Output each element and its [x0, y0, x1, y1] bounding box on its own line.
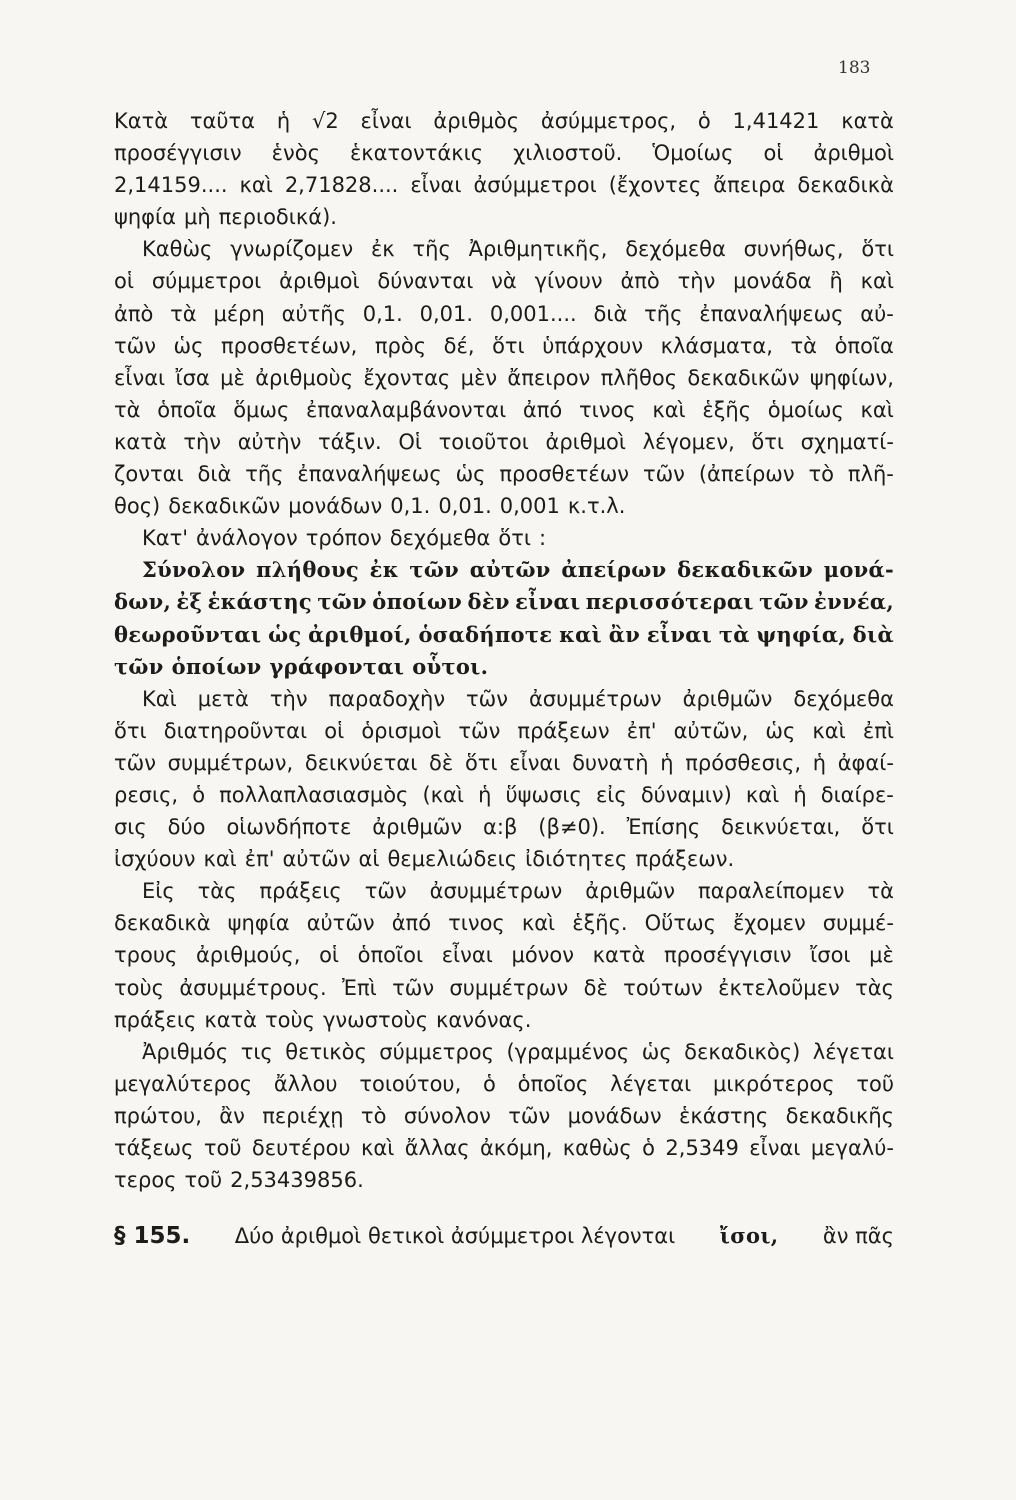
text-line: εἶναι ἴσα μὲ ἀριθμοὺς ἔχοντας μὲν ἄπειρον πλῆθος δεκαδικῶν ψηφίων,	[114, 365, 894, 390]
text-line: Κατ' ἀνάλογον τρόπον δεχόμεθα ὅτι :	[142, 526, 547, 551]
text-line: προσέγγισιν ἑνὸς ἑκατοντάκις χιλιοστοῦ. Ὁμοίως οἱ ἀριθμοὶ	[114, 141, 894, 166]
text-line: ἰσχύουν καὶ ἐπ' αὐτῶν αἱ θεμελιώδεις ἰδιότητες πράξεων.	[114, 847, 735, 872]
section-heading	[114, 1220, 894, 1252]
text-line: ζονται διὰ τῆς ἐπαναλήψεως ὡς προσθετέων τῶν (ἀπείρων τὸ πλῆ-	[114, 462, 894, 487]
section-bold-word: ἴσοι,	[719, 1223, 779, 1249]
bold-text-line: θεωροῦνται ὡς ἀριθμοί, ὁσαδήποτε καὶ ἂν εἶναι τὰ ψηφία, διὰ	[114, 621, 894, 647]
text-line: ὅτι διατηροῦνται οἱ ὁρισμοὶ τῶν πράξεων ἐπ' αὐτῶν, ὡς καὶ ἐπὶ	[114, 718, 894, 743]
text-line: τοὺς ἀσυμμέτρους. Ἐπὶ τῶν συμμέτρων δὲ τούτων ἐκτελοῦμεν τὰς	[114, 975, 894, 1000]
text-line: Καθὼς γνωρίζομεν ἐκ τῆς Ἀριθμητικῆς, δεχόμεθα συνήθως, ὅτι	[142, 237, 894, 262]
body-text	[114, 105, 894, 1252]
text-line: θος) δεκαδικῶν μονάδων 0,1. 0,01. 0,001 κ.τ.λ.	[114, 494, 626, 519]
section-text: Δύο ἀριθμοὶ θετικοὶ ἀσύμμετροι λέγονται	[234, 1224, 676, 1249]
text-line: Ἀριθμός τις θετικὸς σύμμετρος (γραμμένος ὡς δεκαδικὸς) λέγεται	[142, 1039, 894, 1064]
text-line: τάξεως τοῦ δευτέρου καὶ ἄλλας ἀκόμη, καθὼς ὁ 2,5349 εἶναι μεγαλύ-	[114, 1136, 894, 1160]
text-line: 2,14159.... καὶ 2,71828.... εἶναι ἀσύμμετροι (ἔχοντες ἄπειρα δεκαδικὰ	[114, 173, 894, 198]
text-line: τῶν ὡς προσθετέων, πρὸς δέ, ὅτι ὑπάρχουν κλάσματα, τὰ ὁποῖα	[114, 333, 894, 358]
bold-text-line: δων, ἐξ ἑκάστης τῶν ὁποίων δὲν εἶναι περισσότεραι τῶν ἐννέα,	[114, 589, 894, 615]
section-number: § 155.	[114, 1223, 191, 1250]
text-line: σις δύο οἱωνδήποτε ἀριθμῶν α:β (β≠0). Ἐπίσης δεικνύεται, ὅτι	[114, 815, 894, 840]
text-line: Καὶ μετὰ τὴν παραδοχὴν τῶν ἀσυμμέτρων ἀριθμῶν δεχόμεθα	[142, 686, 894, 711]
text-line: Εἰς τὰς πράξεις τῶν ἀσυμμέτρων ἀριθμῶν παραλείπομεν τὰ	[142, 879, 894, 904]
text-line: μεγαλύτερος ἄλλου τοιούτου, ὁ ὁποῖος λέγεται μικρότερος τοῦ	[114, 1071, 894, 1096]
text-line: Κατὰ ταῦτα ἡ √2 εἶναι ἀριθμὸς ἀσύμμετρος, ὁ 1,41421 κατὰ	[114, 109, 894, 133]
text-line: ψηφία μὴ περιοδικά).	[114, 205, 337, 230]
text-line: τῶν συμμέτρων, δεικνύεται δὲ ὅτι εἶναι δυνατὴ ἡ πρόσθεσις, ἡ ἀφαί-	[114, 750, 894, 775]
text-line: πρώτου, ἂν περιέχῃ τὸ σύνολον τῶν μονάδων ἑκάστης δεκαδικῆς	[114, 1103, 894, 1128]
text-line: πράξεις κατὰ τοὺς γνωστοὺς κανόνας.	[114, 1007, 532, 1032]
section-tail: ἂν πᾶς	[822, 1224, 894, 1249]
text-line: οἱ σύμμετροι ἀριθμοὶ δύνανται νὰ γίνουν ἀπὸ τὴν μονάδα ἢ καὶ	[114, 269, 894, 294]
text-line: τρους ἀριθμούς, οἱ ὁποῖοι εἶναι μόνον κατὰ προσέγγισιν ἴσοι μὲ	[114, 943, 894, 968]
text-line: ἀπὸ τὰ μέρη αὐτῆς 0,1. 0,01. 0,001.... διὰ τῆς ἐπαναλήψεως αὐ-	[114, 301, 894, 326]
text-line: τὰ ὁποῖα ὅμως ἐπαναλαμβάνονται ἀπό τινος καὶ ἑξῆς ὁμοίως καὶ	[114, 397, 894, 422]
bold-text-line: Σύνολον πλήθους ἐκ τῶν αὐτῶν ἀπείρων δεκαδικῶν μονά-	[142, 557, 894, 583]
text-line: δεκαδικὰ ψηφία αὐτῶν ἀπό τινος καὶ ἑξῆς. Οὕτως ἔχομεν συμμέ-	[114, 911, 894, 936]
text-line: κατὰ τὴν αὐτὴν τάξιν. Οἱ τοιοῦτοι ἀριθμοὶ λέγομεν, ὅτι σχηματί-	[114, 429, 894, 454]
bold-text-line: τῶν ὁποίων γράφονται οὗτοι.	[114, 653, 489, 679]
text-line: τερος τοῦ 2,53439856.	[114, 1168, 364, 1193]
text-line: ρεσις, ὁ πολλαπλασιασμὸς (καὶ ἡ ὕψωσις εἰς δύναμιν) καὶ ἡ διαίρε-	[114, 782, 894, 807]
page-number: 183	[838, 58, 871, 78]
